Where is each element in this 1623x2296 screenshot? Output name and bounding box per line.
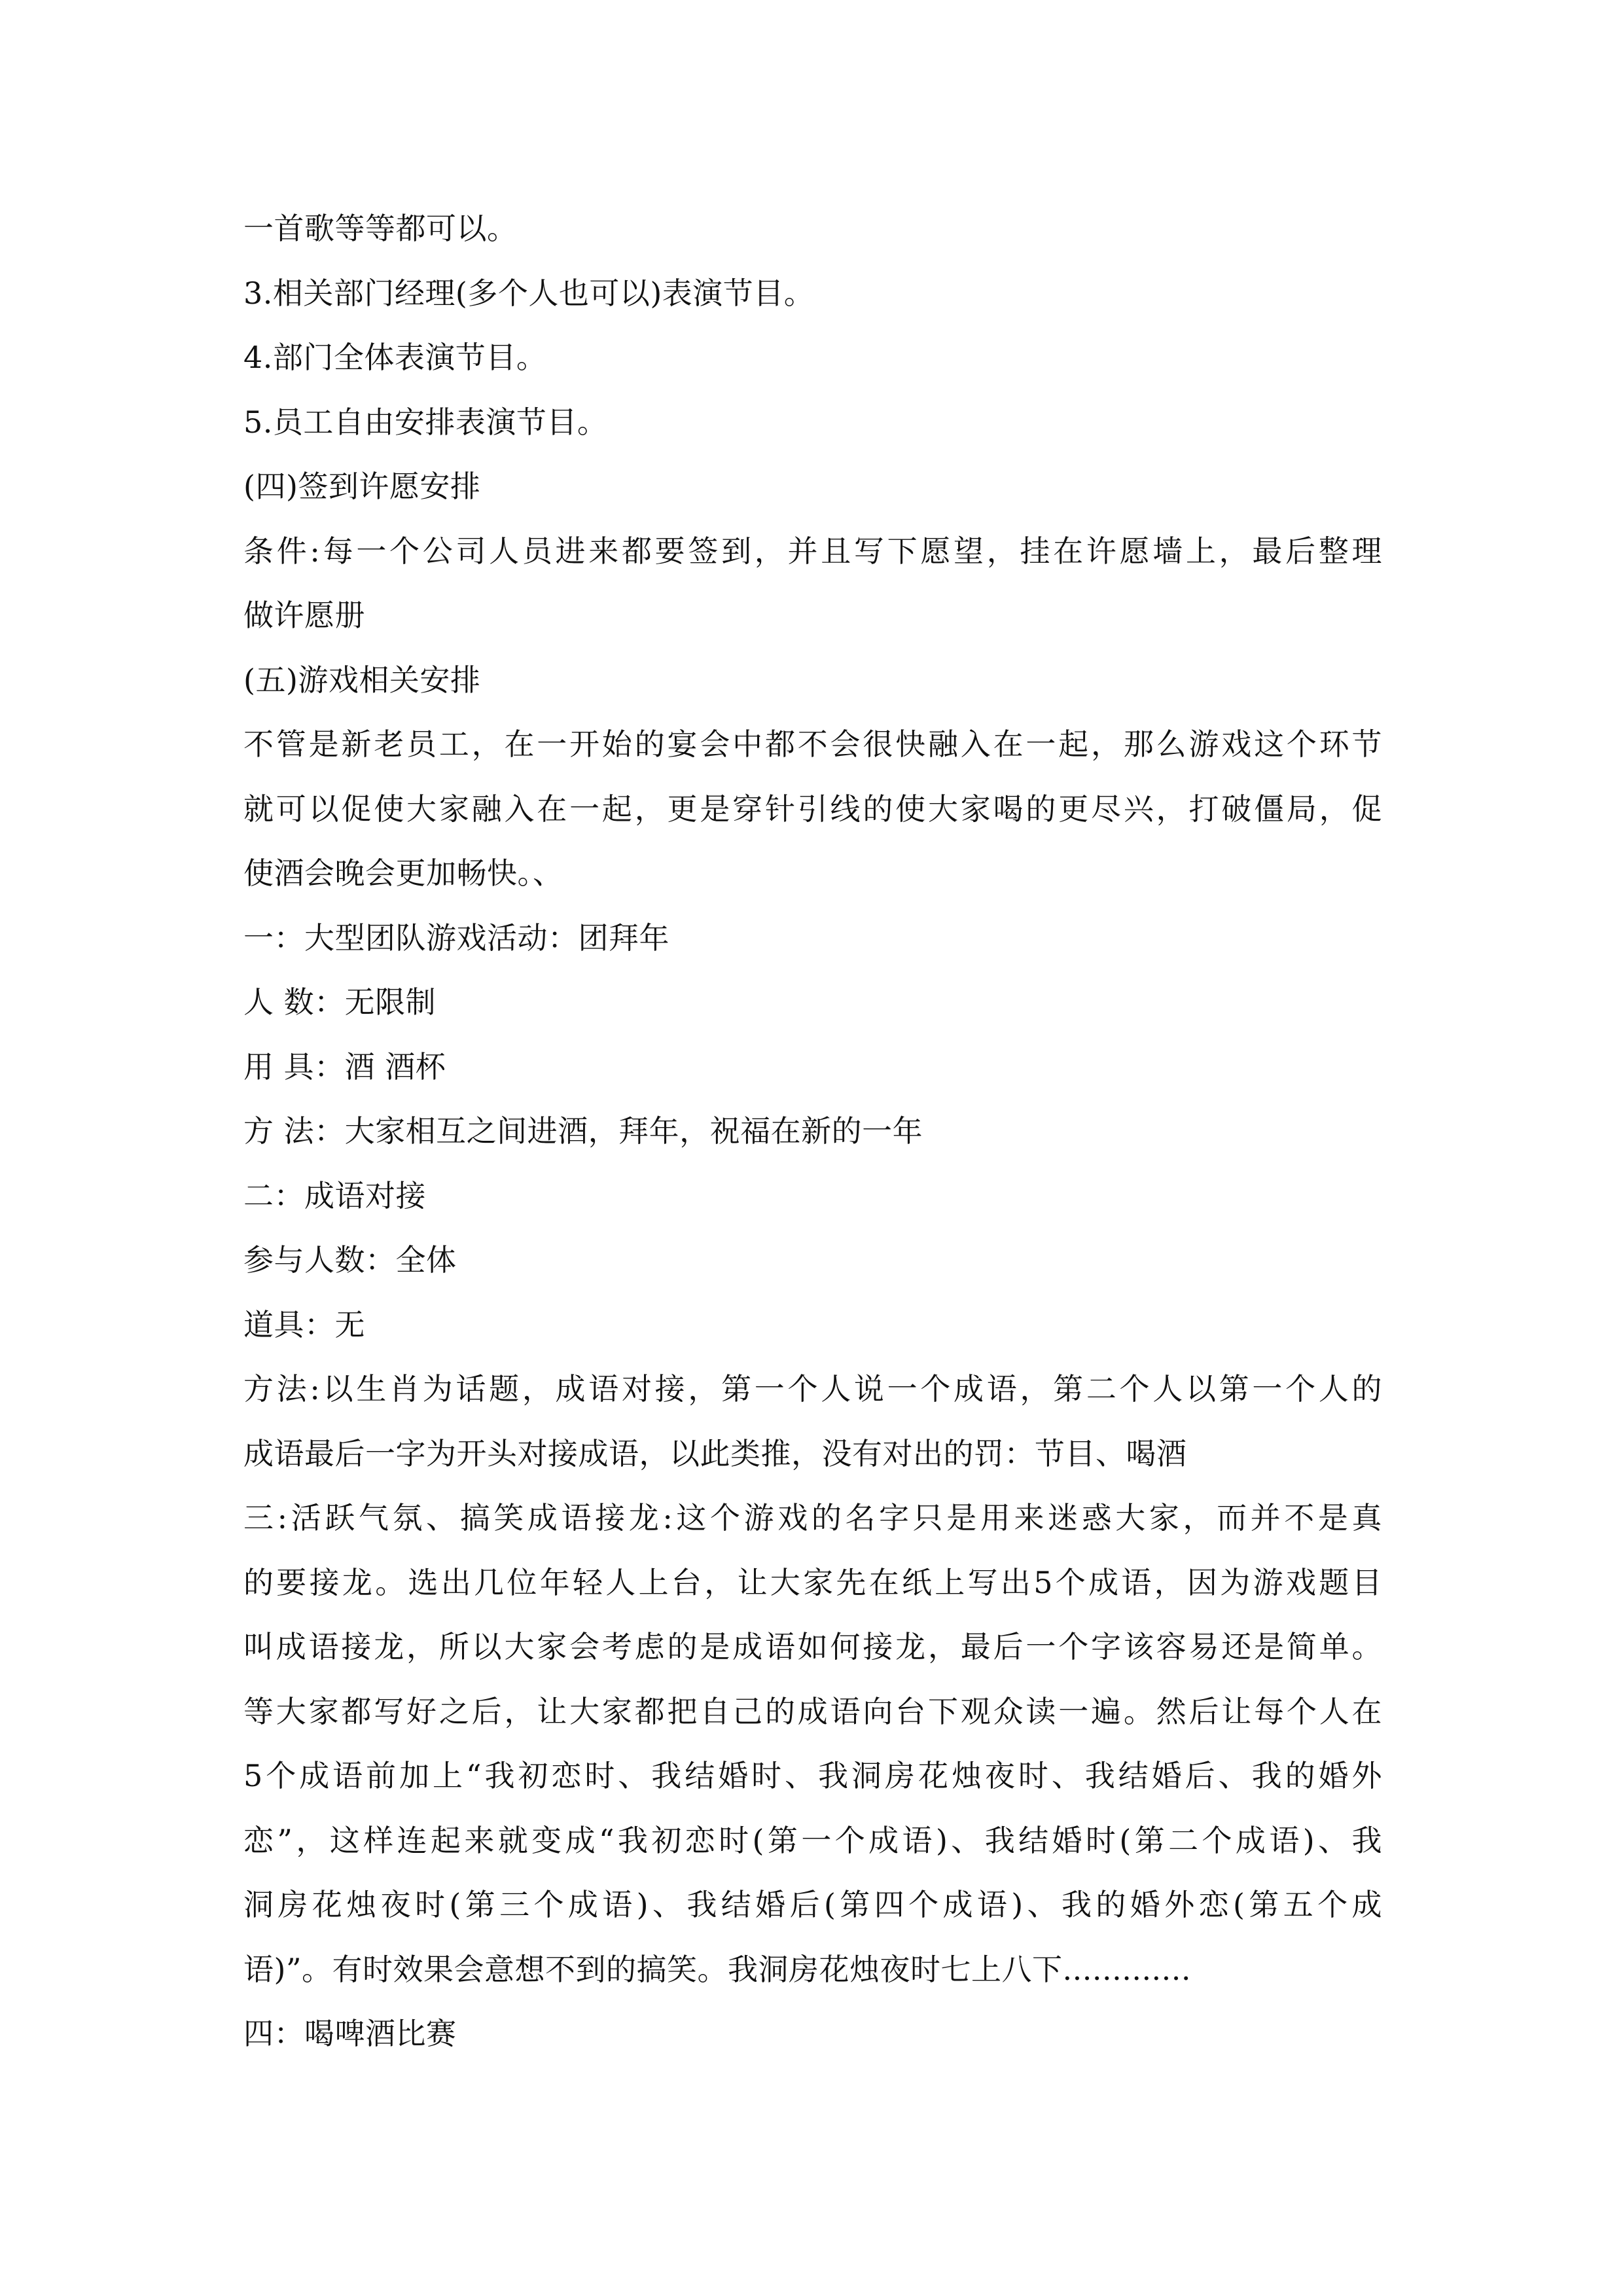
text-line: 4.部门全体表演节目。 (243, 340, 547, 375)
game-heading: 二：成语对接 (243, 1177, 426, 1213)
text-line: 就可以促使大家融入在一起，更是穿针引线的使大家喝的更尽兴，打破僵局，促 (243, 791, 1382, 827)
text-line: 5.员工自由安排表演节目。 (243, 404, 608, 440)
section-heading: (五)游戏相关安排 (243, 662, 481, 698)
text-line: 方 法：大家相互之间进酒，拜年，祝福在新的一年 (243, 1113, 923, 1149)
text-line: 用 具：酒 酒杯 (243, 1049, 446, 1085)
game-heading: 一：大型团队游戏活动：团拜年 (243, 920, 669, 956)
document-body (243, 196, 1382, 2066)
text-line: 做许愿册 (243, 598, 365, 633)
text-line: 的要接龙。选出几位年轻人上台，让大家先在纸上写出5个成语，因为游戏题目 (243, 1564, 1382, 1600)
text-line: 语)”。有时效果会意想不到的搞笑。我洞房花烛夜时七上八下............. (243, 1951, 1192, 1987)
text-line: 叫成语接龙，所以大家会考虑的是成语如何接龙，最后一个字该容易还是简单。 (243, 1629, 1382, 1664)
text-line: 一首歌等等都可以。 (243, 211, 518, 246)
text-line: 3.相关部门经理(多个人也可以)表演节目。 (243, 275, 815, 311)
game-heading: 三:活跃气氛、搞笑成语接龙:这个游戏的名字只是用来迷惑大家，而并不是真 (243, 1500, 1382, 1535)
text-line: 5个成语前加上“我初恋时、我结婚时、我洞房花烛夜时、我结婚后、我的婚外 (243, 1758, 1382, 1793)
text-line: 参与人数：全体 (243, 1242, 457, 1278)
text-line: 恋”，这样连起来就变成“我初恋时(第一个成语)、我结婚时(第二个成语)、我 (243, 1822, 1382, 1858)
text-line: 成语最后一字为开头对接成语，以此类推，没有对出的罚：节目、喝酒 (243, 1435, 1187, 1471)
game-heading: 四：喝啤酒比赛 (243, 2016, 457, 2051)
text-line: 条件:每一个公司人员进来都要签到，并且写下愿望，挂在许愿墙上，最后整理 (243, 533, 1382, 569)
text-line: 方法:以生肖为话题，成语对接，第一个人说一个成语，第二个人以第一个人的 (243, 1371, 1382, 1407)
text-line: 不管是新老员工，在一开始的宴会中都不会很快融入在一起，那么游戏这个环节 (243, 726, 1382, 762)
text-line: 洞房花烛夜时(第三个成语)、我结婚后(第四个成语)、我的婚外恋(第五个成 (243, 1887, 1382, 1922)
text-line: 使酒会晚会更加畅快。、 (243, 855, 563, 891)
text-line: 等大家都写好之后，让大家都把自己的成语向台下观众读一遍。然后让每个人在 (243, 1693, 1382, 1729)
text-line: 道具：无 (243, 1306, 365, 1342)
text-line: 人 数：无限制 (243, 984, 437, 1020)
section-heading: (四)签到许愿安排 (243, 469, 481, 504)
